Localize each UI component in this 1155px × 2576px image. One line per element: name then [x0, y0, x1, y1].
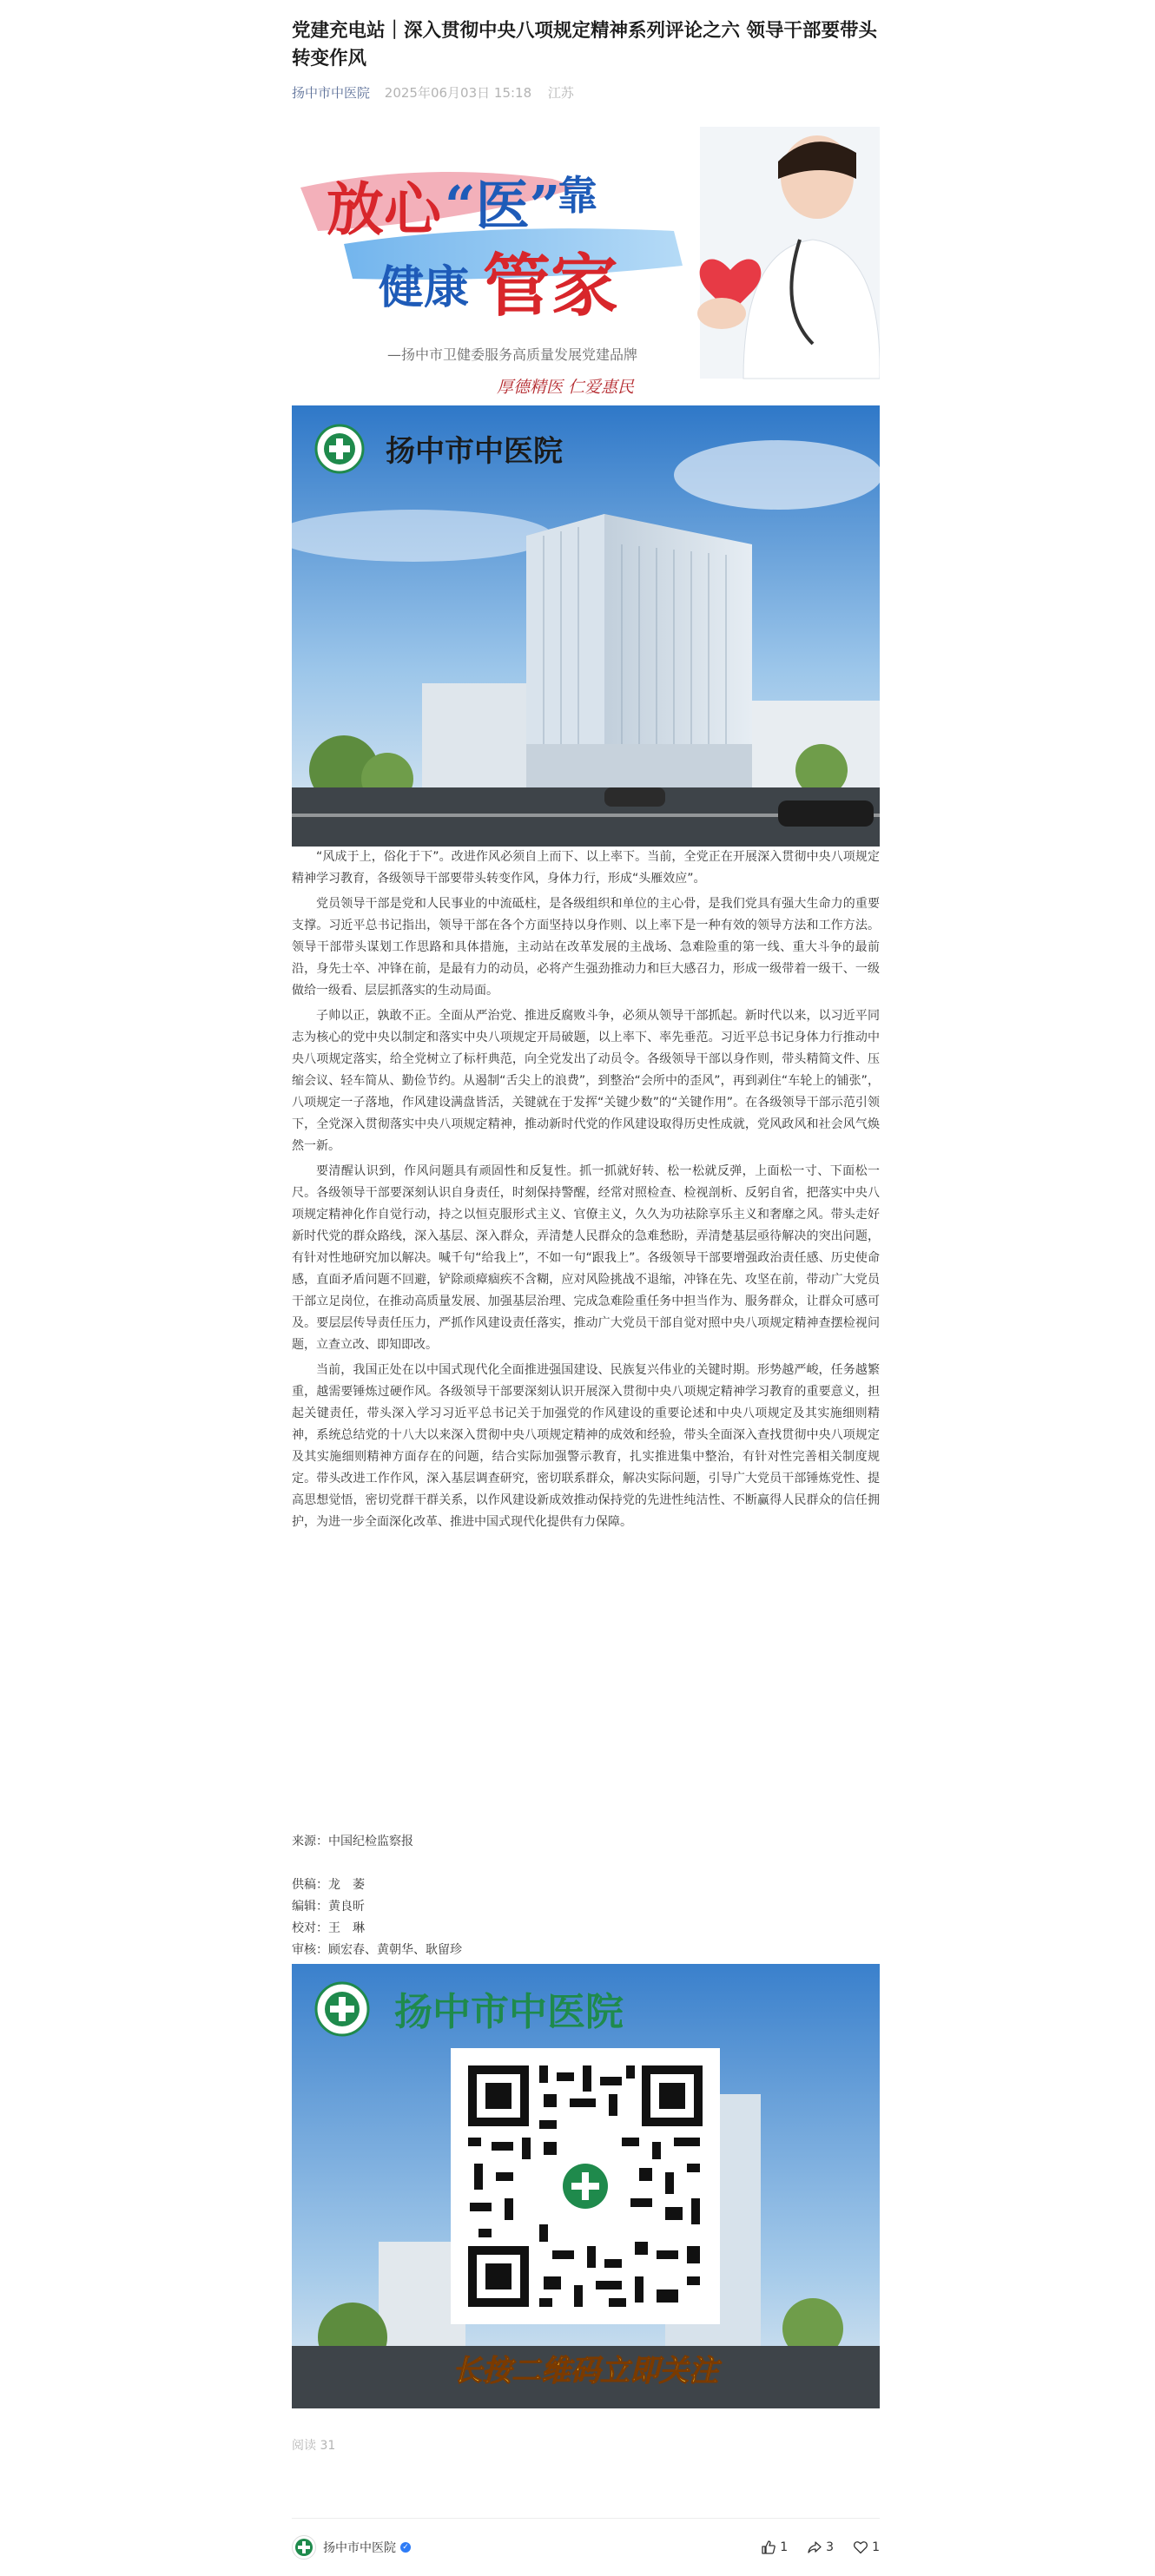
- verified-icon: ✓: [400, 2542, 411, 2553]
- publish-time: 2025年06月03日 15:18: [384, 85, 532, 101]
- paragraph: 党员领导干部是党和人民事业的中流砥柱，是各级组织和单位的主心骨，是我们党具有强大生命力的重要支撑。习近平总书记指出，领导干部在各个方面坚持以身作则、以上率下是一种有效的领导方法和工作方法。领导干部带头谋划工作思路和具体措施，主动站在改革发展的主战场、急难险重的第一线、重大斗争的最前沿，身先士卒、冲锋在前，是最有力的动员，必将产生强劲推动力和巨大感召力，形成一级带着一级干、一级做给一级看、层层抓落实的生动局面。: [292, 897, 880, 998]
- article-title: 党建充电站｜深入贯彻中央八项规定精神系列评论之六 领导干部要带头转变作风: [292, 20, 877, 69]
- qr-hospital-name: 扬中市中医院: [394, 1990, 624, 2034]
- paragraph: 当前，我国正处在以中国式现代化全面推进强国建设、民族复兴伟业的关键时期。形势越严峻，任务越繁重，越需要锤炼过硬作风。各级领导干部要深刻认识开展深入贯彻中央八项规定精神学习教育的重要意义，担起关键责任，带头深入学习习近平总书记关于加强党的作风建设的重要论述和中央八项规定及其实施细则精神，系统总结党的十八大以来深入贯彻中央八项规定精神的成效和经验，带头全面深入查找贯彻中央八项规定及其实施细则精神方面存在的问题，结合实际加强警示教育，扎实推进集中整治，有针对性完善相关制度规定。带头改进工作作风，深入基层调查研究，密切联系群众，解决实际问题，引导广大党员干部锤炼党性、提高思想觉悟，密切党群干群关系，以作风建设新成效推动保持党的先进性纯洁性、不断赢得人民群众的信任拥护，为进一步全面深化改革、推进中国式现代化提供有力保障。: [292, 1363, 880, 1529]
- credits: [292, 1831, 462, 1961]
- article-meta: [292, 83, 574, 102]
- source-line: 来源：中国纪检监察报: [292, 1835, 413, 1848]
- footer-bar: [292, 2533, 880, 2561]
- hospital-name: 扬中市中医院: [386, 434, 563, 469]
- heart-count: 1: [872, 2540, 880, 2554]
- article-body: [292, 847, 880, 1537]
- hospital-logo-icon: [294, 2538, 314, 2557]
- qr-graphic: [292, 1964, 880, 2408]
- share-icon: [807, 2540, 822, 2555]
- banner-motto: 厚德精医 仁爱惠民: [497, 378, 635, 397]
- banner-graphic: [292, 127, 880, 405]
- qr-code-image[interactable]: [292, 1964, 880, 2408]
- hospital-building-image: [292, 405, 880, 847]
- favorite-button[interactable]: [853, 2540, 880, 2555]
- footer-actions: [761, 2540, 880, 2555]
- share-button[interactable]: [807, 2540, 834, 2555]
- thumbs-up-icon: [761, 2540, 776, 2555]
- hospital-logo: [316, 1983, 368, 2035]
- banner-subtitle: —扬中市卫健委服务高质量发展党建品牌: [387, 346, 638, 363]
- publish-location: 江苏: [547, 85, 574, 101]
- credit-line: 供稿：龙 萎: [292, 1878, 365, 1892]
- nurse-illustration: [697, 127, 880, 379]
- banner-line1-c: 靠: [558, 172, 597, 219]
- paragraph: “风成于上，俗化于下”。改进作风必须自上而下、以上率下。当前，全党正在开展深入贯彻中央八项规定精神学习教育，各级领导干部要带头转变作风，身体力行，形成“头雁效应”。: [292, 850, 880, 886]
- hospital-graphic: [292, 405, 880, 847]
- credit-line: 审核：顾宏春、黄朝华、耿留珍: [292, 1943, 462, 1957]
- heart-icon: [853, 2540, 868, 2555]
- credit-line: 编辑：黄良昕: [292, 1900, 365, 1914]
- banner-image: [292, 127, 880, 405]
- author-link[interactable]: 扬中市中医院: [292, 85, 371, 101]
- account-name[interactable]: 扬中市中医院: [323, 2541, 396, 2555]
- account-avatar[interactable]: [292, 2535, 316, 2560]
- paragraph: 子帅以正，孰敢不正。全面从严治党、推进反腐败斗争，必须从领导干部抓起。新时代以来，以习近平同志为核心的党中央以制定和落实中央八项规定开局破题，以上率下、率先垂范。习近平总书记身体力行推动中央八项规定落实，给全党树立了标杆典范，向全党发出了动员令。各级领导干部以身作则，带头精简文件、压缩会议、轻车简从、勤俭节约。从遏制“舌尖上的浪费”，到整治“会所中的歪风”，再到剥住“车轮上的铺张”，八项规定一子落地，作风建设满盘皆活，关键就在于发挥“关键少数”的“关键作用”。在各级领导干部示范引领下，全党深入贯彻落实中央八项规定精神，推动新时代党的作风建设取得历史性成就，党风政风和社会风气焕然一新。: [292, 1009, 880, 1153]
- like-count: 1: [780, 2540, 789, 2554]
- banner-line1-b: “医”: [445, 174, 561, 237]
- hospital-logo: [316, 425, 363, 472]
- share-count: 3: [826, 2540, 835, 2554]
- credit-line: 校对：王 琳: [292, 1921, 365, 1935]
- banner-line2-a: 健康: [379, 261, 470, 314]
- banner-line1-a: 放心: [327, 175, 441, 243]
- paragraph: 要清醒认识到，作风问题具有顽固性和反复性。抓一抓就好转、松一松就反弹，上面松一寸、下面松一尺。各级领导干部要深刻认识自身责任，时刻保持警醒，经常对照检查、检视剖析、反躬自省，把落实中央八项规定精神化作自觉行动，持之以恒克服形式主义、官僚主义，久久为功祛除享乐主义和奢靡之风。带头走好新时代党的群众路线，深入基层、深入群众，弄清楚人民群众的急难愁盼，弄清楚基层亟待解决的突出问题，有针对性地研究加以解决。喊千句“给我上”，不如一句“跟我上”。各级领导干部要增强政治责任感、历史使命感，直面矛盾问题不回避，铲除顽瘴痼疾不含糊，应对风险挑战不退缩，冲锋在先、攻坚在前，带动广大党员干部立足岗位，在推动高质量发展、加强基层治理、完成急难险重任务中担当作为、服务群众，让群众可感可及。要层层传导责任压力，严抓作风建设责任落实，推动广大党员干部自觉对照中央八项规定精神查摆检视问题，立查立改、即知即改。: [292, 1164, 880, 1352]
- qr-cta-text: 长按二维码立即关注: [452, 2354, 718, 2388]
- qr-code[interactable]: [451, 2048, 720, 2324]
- banner-line2-b: 管家: [483, 247, 619, 326]
- footer-divider: [292, 2518, 880, 2519]
- like-button[interactable]: [761, 2540, 788, 2555]
- read-count: 阅读 31: [292, 2439, 336, 2453]
